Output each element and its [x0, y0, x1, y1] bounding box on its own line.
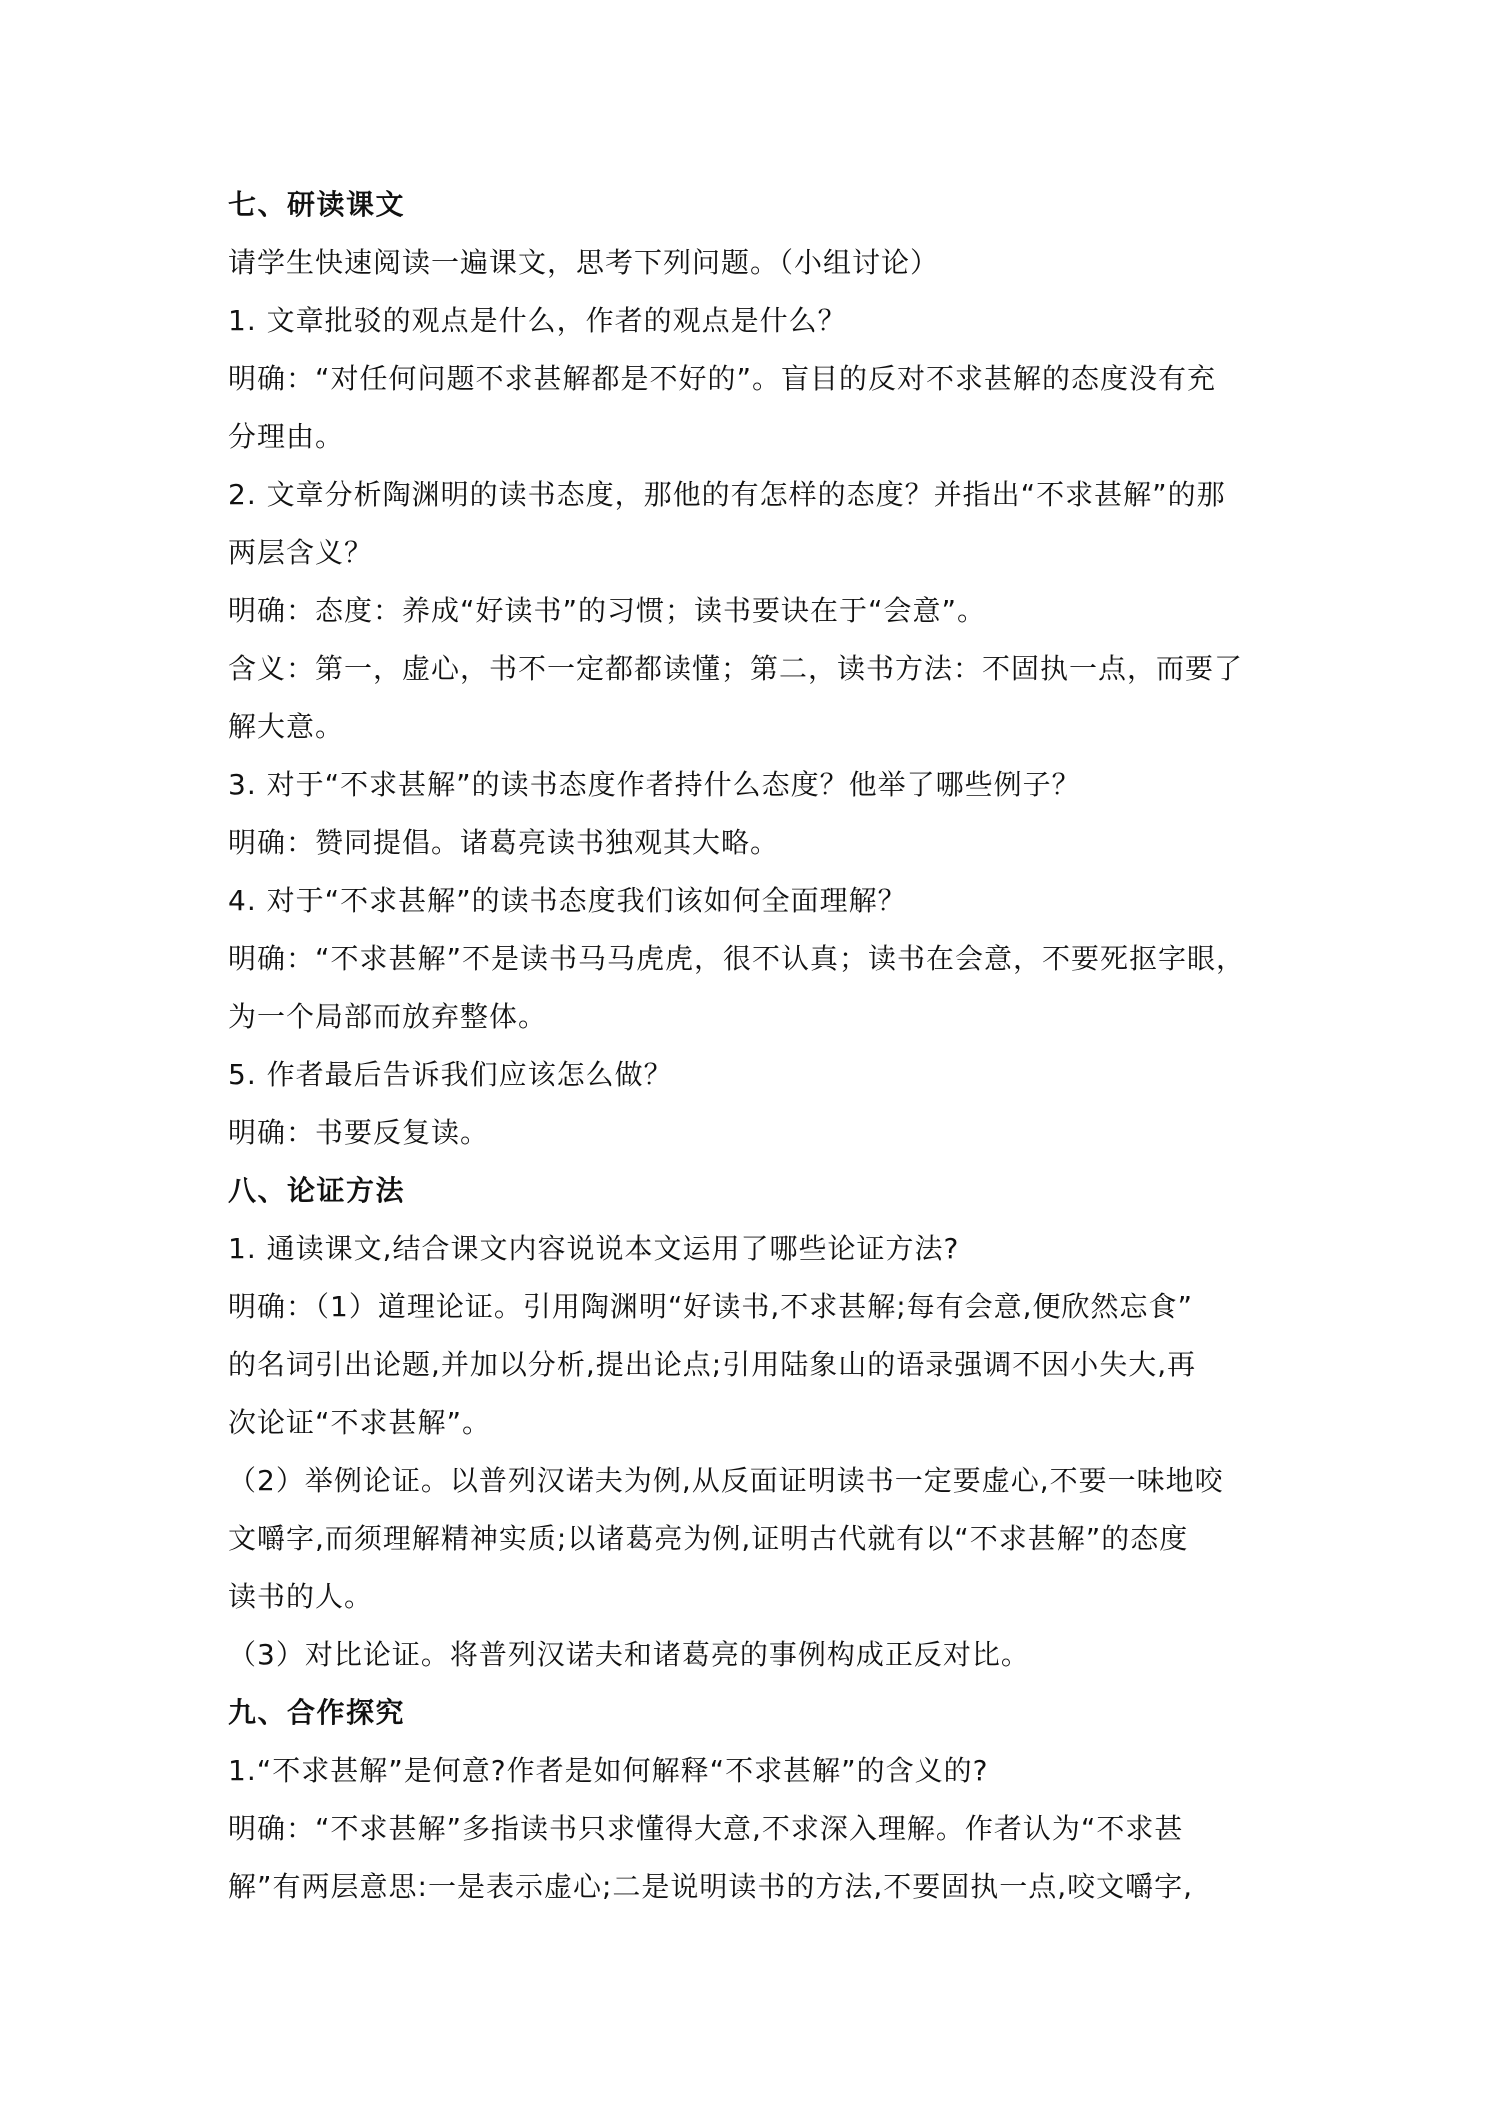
text-line: 次论证“不求甚解”。	[228, 1406, 492, 1439]
text-line: 的名词引出论题,并加以分析,提出论点;引用陆象山的语录强调不因小失大,再	[228, 1348, 1197, 1381]
text-line: 5. 作者最后告诉我们应该怎么做？	[228, 1058, 673, 1091]
text-line: 读书的人。	[228, 1580, 374, 1613]
text-line: 分理由。	[228, 420, 345, 453]
text-line: 两层含义？	[228, 536, 374, 569]
text-line: 4. 对于“不求甚解”的读书态度我们该如何全面理解？	[228, 884, 907, 917]
text-line: 明确：书要反复读。	[228, 1116, 490, 1149]
text-line: 明确：态度：养成“好读书”的习惯；读书要诀在于“会意”。	[228, 594, 987, 627]
text-line: 请学生快速阅读一遍课文，思考下列问题。（小组讨论）	[228, 246, 940, 279]
section-heading: 八、论证方法	[228, 1174, 406, 1207]
section-heading: 九、合作探究	[228, 1696, 406, 1729]
text-line: 3. 对于“不求甚解”的读书态度作者持什么态度？他举了哪些例子？	[228, 768, 1081, 801]
text-line: 为一个局部而放弃整体。	[228, 1000, 548, 1033]
text-line: 1. 文章批驳的观点是什么，作者的观点是什么？	[228, 304, 847, 337]
document-body	[228, 176, 1268, 1916]
text-line: 含义：第一，虚心，书不一定都都读懂；第二，读书方法：不固执一点，而要了	[228, 652, 1244, 685]
text-line: 明确：“不求甚解”多指读书只求懂得大意,不求深入理解。作者认为“不求甚	[228, 1812, 1184, 1845]
text-line: 文嚼字,而须理解精神实质;以诸葛亮为例,证明古代就有以“不求甚解”的态度	[228, 1522, 1189, 1555]
text-line: （3）对比论证。将普列汉诺夫和诸葛亮的事例构成正反对比。	[228, 1638, 1030, 1671]
section-heading: 七、研读课文	[228, 188, 406, 221]
text-line: （2）举例论证。以普列汉诺夫为例,从反面证明读书一定要虚心,不要一味地咬	[228, 1464, 1224, 1497]
text-line: 明确：（1）道理论证。引用陶渊明“好读书,不求甚解;每有会意,便欣然忘食”	[228, 1290, 1194, 1323]
text-line: 1.“不求甚解”是何意?作者是如何解释“不求甚解”的含义的?	[228, 1754, 989, 1787]
text-line: 解大意。	[228, 710, 345, 743]
text-line: 2. 文章分析陶渊明的读书态度，那他的有怎样的态度？并指出“不求甚解”的那	[228, 478, 1226, 511]
text-line: 明确：“不求甚解”不是读书马马虎虎，很不认真；读书在会意，不要死抠字眼，	[228, 942, 1246, 975]
text-line: 1. 通读课文,结合课文内容说说本文运用了哪些论证方法?	[228, 1232, 960, 1265]
text-line: 明确：“对任何问题不求甚解都是不好的”。盲目的反对不求甚解的态度没有充	[228, 362, 1217, 395]
text-line: 解”有两层意思:一是表示虚心;二是说明读书的方法,不要固执一点,咬文嚼字,	[228, 1870, 1194, 1903]
text-line: 明确：赞同提倡。诸葛亮读书独观其大略。	[228, 826, 780, 859]
